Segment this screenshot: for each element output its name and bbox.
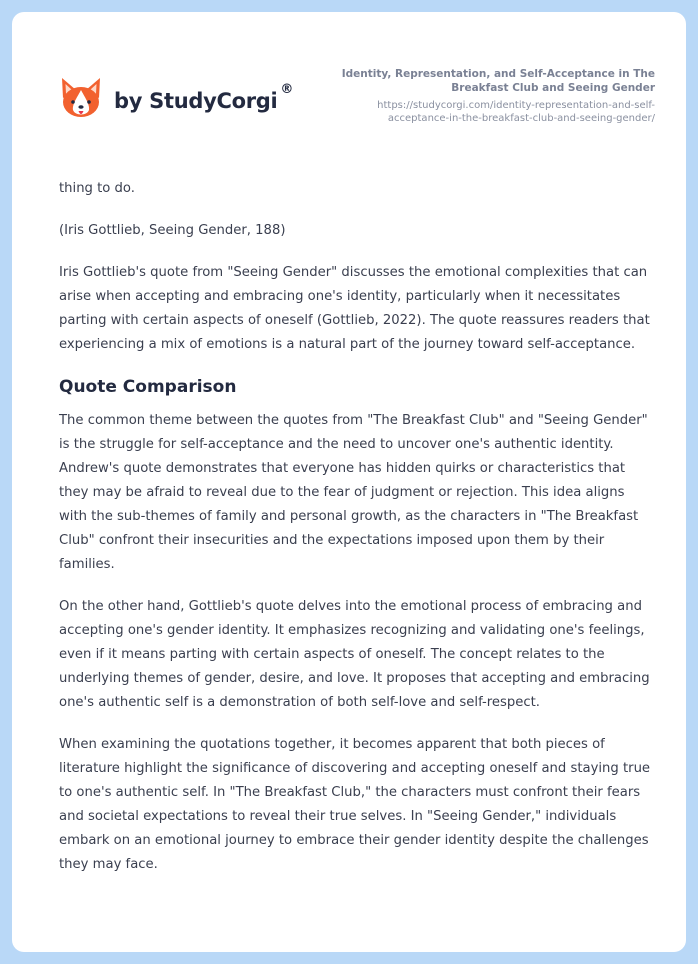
paragraph-continuation: thing to do. — [59, 181, 135, 196]
paragraph: Iris Gottlieb's quote from "Seeing Gender" discusses the emotional complexities that can arise when accepting and embracing one's identity, particularly when it necessitates parting with certain aspects of oneself (Gottlieb, 2022). The quote reassures readers that experiencing a mix of emotions is a natural part of the journey toward self-acceptance. — [59, 265, 650, 352]
document-url[interactable]: https://studycorgi.com/identity-representation-and-self-acceptance-in-the-breakfast-club-and-seeing-gender/ — [377, 100, 655, 124]
logo-text: by StudyCorgi — [114, 89, 278, 113]
document-body — [59, 177, 654, 895]
corgi-icon — [60, 76, 102, 122]
registered-mark: ® — [280, 81, 294, 97]
document-meta — [325, 67, 655, 125]
studycorgi-logo[interactable] — [60, 76, 293, 122]
page-header — [12, 12, 686, 162]
quote-citation: (Iris Gottlieb, Seeing Gender, 188) — [59, 223, 286, 238]
paragraph: The common theme between the quotes from "The Breakfast Club" and "Seeing Gender" is the struggle for self-acceptance and the need to uncover one's authentic identity. Andrew's quote demonstrates that everyone has hidden quirks or characteristics that they may be afraid to reveal due to the fear of judgment or rejection. This idea aligns with the sub-themes of family and personal growth, as the characters in "The Breakfast Club" confront their insecurities and the expectations imposed upon them by their families. — [59, 413, 648, 572]
document-title: Identity, Representation, and Self-Acceptance in The Breakfast Club and Seeing Gender — [341, 68, 655, 94]
paragraph: On the other hand, Gottlieb's quote delves into the emotional process of embracing and accepting one's gender identity. It emphasizes recognizing and validating one's feelings, even if it means parting with certain aspects of oneself. The concept relates to the underlying themes of gender, desire, and love. It proposes that accepting and embracing one's authentic self is a demonstration of both self-love and self-respect. — [59, 599, 650, 710]
section-heading: Quote Comparison — [59, 377, 237, 397]
document-page — [12, 12, 686, 952]
paragraph: When examining the quotations together, it becomes apparent that both pieces of literature highlight the significance of discovering and accepting oneself and staying true to one's authentic self. In "The Breakfast Club," the characters must confront their fears and societal expectations to reveal their true selves. In "Seeing Gender," individuals embark on an emotional journey to embrace their gender identity despite the challenges they may face. — [59, 737, 651, 872]
